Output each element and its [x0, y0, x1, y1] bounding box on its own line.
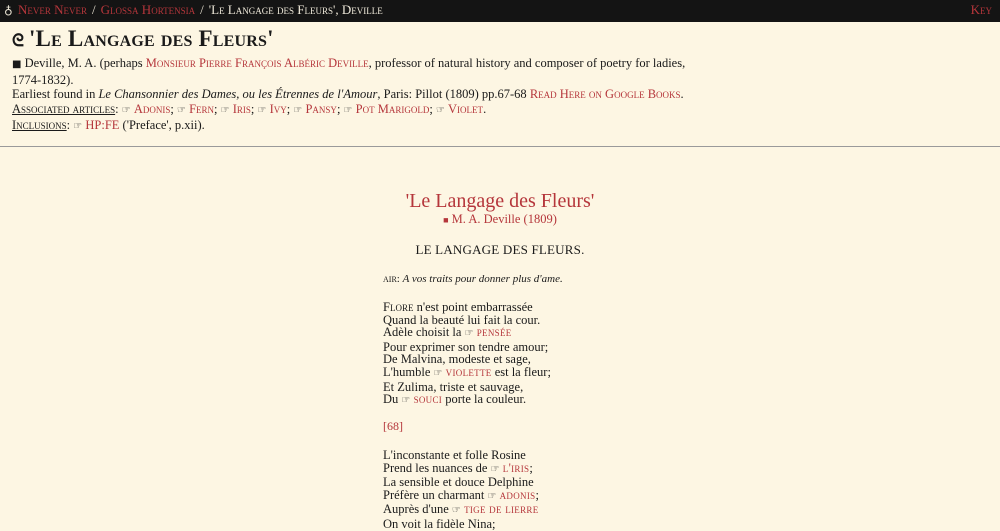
poem-line: Du ☞ souci porte la couleur.: [383, 392, 527, 407]
pointing-hand-icon: ☞: [176, 104, 186, 116]
pointing-hand-icon: ☞: [487, 490, 500, 502]
stanza-2: [383, 449, 539, 531]
pointing-hand-icon: ☞: [73, 121, 83, 132]
poem-line: Et Zulima, triste et sauvage,: [383, 379, 524, 394]
pointing-hand-icon: ☞: [293, 104, 303, 116]
plant-tag-link[interactable]: adonis: [499, 487, 536, 502]
plant-tag-link[interactable]: l'iris: [502, 460, 530, 475]
pointing-hand-icon: ☞: [490, 463, 503, 475]
article-meta: [12, 56, 712, 135]
poem-air: air: A vos traits pour donner plus d'ame.: [383, 273, 563, 285]
divider: [0, 146, 1000, 147]
pointing-hand-icon: ☞: [435, 104, 445, 116]
pointing-hand-icon: ☞: [121, 104, 131, 116]
pointing-hand-icon: ☞: [433, 367, 446, 379]
pointing-hand-icon: ☞: [257, 104, 267, 116]
poem-author[interactable]: ■ M. A. Deville (1809): [443, 212, 557, 226]
poem-heading: LE LANGAGE DES FLEURS.: [415, 242, 585, 257]
stanza-1: [383, 301, 551, 408]
poem-line: Pour exprimer son tendre amour;: [383, 339, 549, 354]
breadcrumb-glossa-hortensia[interactable]: Glossa Hortensia: [100, 2, 196, 17]
author-link[interactable]: Monsieur Pierre François Albéric Deville: [145, 56, 369, 70]
page-title: ᘓ 'Le Langage des Fleurs': [12, 26, 712, 54]
key-link[interactable]: Key: [970, 2, 992, 17]
page-marker[interactable]: [68]: [383, 419, 403, 433]
associated-article-link[interactable]: Ivy: [269, 101, 287, 116]
breadcrumb: [18, 0, 383, 19]
poem-line: Auprès d'une ☞ tige de lierre: [383, 502, 539, 517]
author-line: ■ Deville, M. A. (perhaps Monsieur Pierre François Albéric Deville, professor of natural history and composer of poetry for ladies, 1774-1832).: [12, 56, 686, 87]
pointing-hand-icon: ☞: [464, 328, 477, 340]
associated-article-link[interactable]: Violet: [448, 101, 484, 116]
associated-article-link[interactable]: Pansy: [305, 101, 337, 116]
plant-tag-link[interactable]: tige de lierre: [464, 502, 539, 517]
plant-tag-link[interactable]: violette: [445, 364, 492, 379]
poem-line: De Malvina, modeste et sage,: [383, 352, 531, 367]
breadcrumb-separator: /: [200, 2, 204, 17]
pointing-hand-icon: ☞: [451, 505, 465, 517]
square-bullet-icon: ■: [443, 215, 449, 225]
associated-articles-line: Associated articles: ☞ Adonis; ☞ Fern; ☞ Iris; ☞ Ivy; ☞ Pansy; ☞ Pot Marigold; ☞ Violet.: [12, 101, 487, 116]
poem-line: La sensible et douce Delphine: [383, 475, 534, 490]
pointing-hand-icon: ☞: [220, 104, 230, 116]
source-line: Earliest found in Le Chansonnier des Dames, ou les Étrennes de l'Amour, Paris: Pillot (1809) pp.67-68 Read Here on Google Books.: [12, 87, 684, 101]
pointing-hand-icon: ☞: [343, 104, 353, 116]
inclusions-line: Inclusions: ☞ HP:FE ('Preface', p.xii).: [12, 118, 205, 132]
square-bullet-icon: ■: [12, 59, 22, 70]
poem-title: 'Le Langage des Fleurs': [405, 190, 595, 212]
poem-line: On voit la fidèle Nina;: [383, 516, 496, 531]
curl-ornament-icon: ᘓ: [12, 31, 24, 50]
associated-article-link[interactable]: Pot Marigold: [355, 101, 430, 116]
inclusion-link-hpfe[interactable]: HP:FE: [85, 118, 120, 132]
amphora-icon[interactable]: ♁: [4, 3, 13, 17]
top-nav-bar: [0, 0, 1000, 22]
breadcrumb-current: 'Le Langage des Fleurs', Deville: [208, 2, 383, 17]
plant-tag-link[interactable]: souci: [413, 392, 443, 407]
poem-line: L'humble ☞ violette est la fleur;: [383, 364, 551, 379]
poem-line: Adèle choisit la ☞ pensée: [383, 325, 512, 340]
poem-line: L'inconstante et folle Rosine: [383, 448, 526, 462]
poem-line: Quand la beauté lui fait la cour.: [383, 312, 541, 327]
associated-article-link[interactable]: Adonis: [133, 101, 171, 116]
breadcrumb-never-never[interactable]: Never Never: [18, 2, 88, 17]
poem-line: Préfère un charmant ☞ adonis;: [383, 487, 539, 502]
google-books-link[interactable]: Read Here on Google Books: [529, 87, 681, 101]
poem-line: Prend les nuances de ☞ l'iris;: [383, 460, 533, 475]
associated-articles-list: ☞ Adonis; ☞ Fern; ☞ Iris; ☞ Ivy; ☞ Pansy; ☞ Pot Marigold; ☞ Violet.: [121, 101, 487, 116]
associated-article-link[interactable]: Iris: [232, 101, 251, 116]
associated-article-link[interactable]: Fern: [189, 101, 215, 116]
pointing-hand-icon: ☞: [401, 395, 414, 407]
poem-line: Flore n'est point embarrassée: [383, 300, 533, 314]
plant-tag-link[interactable]: pensée: [476, 325, 512, 340]
breadcrumb-separator: /: [92, 2, 96, 17]
article-header: [12, 26, 712, 135]
